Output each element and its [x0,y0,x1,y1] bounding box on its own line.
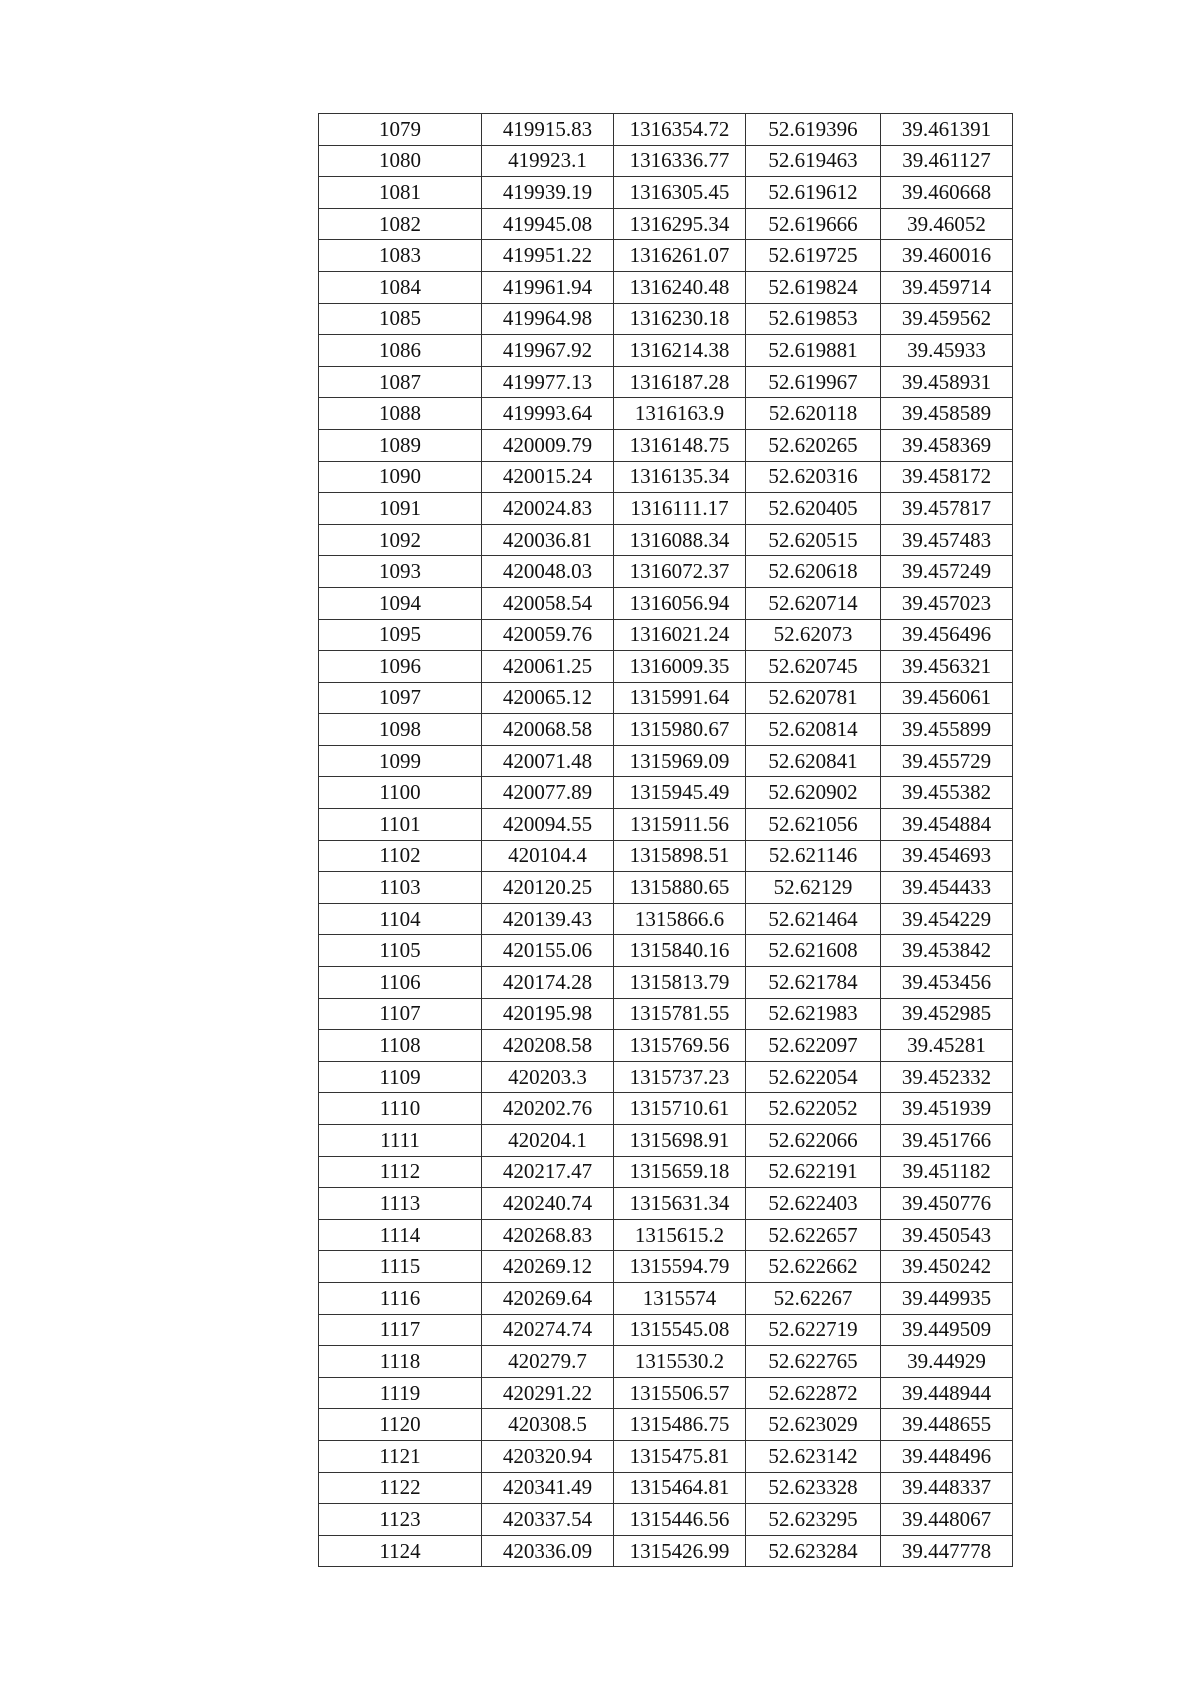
longitude-cell: 39.448496 [881,1440,1013,1472]
x-coordinate-cell: 420009.79 [482,429,614,461]
latitude-cell: 52.620814 [746,714,881,746]
latitude-cell: 52.619853 [746,303,881,335]
point-number-cell: 1081 [319,177,482,209]
y-coordinate-cell: 1316088.34 [614,524,746,556]
latitude-cell: 52.620118 [746,398,881,430]
point-number-cell: 1095 [319,619,482,651]
x-coordinate-cell: 420071.48 [482,745,614,777]
y-coordinate-cell: 1316240.48 [614,271,746,303]
longitude-cell: 39.457483 [881,524,1013,556]
x-coordinate-cell: 420048.03 [482,556,614,588]
longitude-cell: 39.455899 [881,714,1013,746]
longitude-cell: 39.460668 [881,177,1013,209]
table-row [319,1314,1013,1346]
y-coordinate-cell: 1315969.09 [614,745,746,777]
y-coordinate-cell: 1315426.99 [614,1535,746,1567]
x-coordinate-cell: 420065.12 [482,682,614,714]
longitude-cell: 39.451182 [881,1156,1013,1188]
longitude-cell: 39.456496 [881,619,1013,651]
longitude-cell: 39.452985 [881,998,1013,1030]
longitude-cell: 39.458369 [881,429,1013,461]
x-coordinate-cell: 420061.25 [482,651,614,683]
x-coordinate-cell: 420204.1 [482,1125,614,1157]
latitude-cell: 52.621983 [746,998,881,1030]
latitude-cell: 52.621784 [746,967,881,999]
x-coordinate-cell: 420015.24 [482,461,614,493]
x-coordinate-cell: 419967.92 [482,335,614,367]
x-coordinate-cell: 420024.83 [482,493,614,525]
latitude-cell: 52.62129 [746,872,881,904]
table-row [319,114,1013,146]
point-number-cell: 1083 [319,240,482,272]
y-coordinate-cell: 1315781.55 [614,998,746,1030]
latitude-cell: 52.620841 [746,745,881,777]
point-number-cell: 1085 [319,303,482,335]
longitude-cell: 39.45281 [881,1030,1013,1062]
latitude-cell: 52.622657 [746,1219,881,1251]
y-coordinate-cell: 1315486.75 [614,1409,746,1441]
latitude-cell: 52.620745 [746,651,881,683]
y-coordinate-cell: 1316009.35 [614,651,746,683]
table-row [319,903,1013,935]
longitude-cell: 39.458931 [881,366,1013,398]
y-coordinate-cell: 1315659.18 [614,1156,746,1188]
y-coordinate-cell: 1315506.57 [614,1377,746,1409]
y-coordinate-cell: 1315991.64 [614,682,746,714]
latitude-cell: 52.622191 [746,1156,881,1188]
point-number-cell: 1089 [319,429,482,461]
point-number-cell: 1110 [319,1093,482,1125]
latitude-cell: 52.623328 [746,1472,881,1504]
x-coordinate-cell: 420120.25 [482,872,614,904]
y-coordinate-cell: 1316072.37 [614,556,746,588]
x-coordinate-cell: 420208.58 [482,1030,614,1062]
coordinate-table-body [319,114,1013,1567]
table-row [319,524,1013,556]
table-row [319,840,1013,872]
y-coordinate-cell: 1316305.45 [614,177,746,209]
table-row [319,461,1013,493]
point-number-cell: 1097 [319,682,482,714]
longitude-cell: 39.458589 [881,398,1013,430]
point-number-cell: 1122 [319,1472,482,1504]
point-number-cell: 1080 [319,145,482,177]
table-row [319,587,1013,619]
longitude-cell: 39.453842 [881,935,1013,967]
x-coordinate-cell: 420320.94 [482,1440,614,1472]
table-row [319,1472,1013,1504]
longitude-cell: 39.461391 [881,114,1013,146]
longitude-cell: 39.459562 [881,303,1013,335]
latitude-cell: 52.62267 [746,1282,881,1314]
latitude-cell: 52.619725 [746,240,881,272]
table-row [319,777,1013,809]
y-coordinate-cell: 1315813.79 [614,967,746,999]
latitude-cell: 52.622765 [746,1346,881,1378]
latitude-cell: 52.622097 [746,1030,881,1062]
latitude-cell: 52.622403 [746,1188,881,1220]
point-number-cell: 1092 [319,524,482,556]
x-coordinate-cell: 419915.83 [482,114,614,146]
longitude-cell: 39.455382 [881,777,1013,809]
latitude-cell: 52.623284 [746,1535,881,1567]
longitude-cell: 39.46052 [881,208,1013,240]
latitude-cell: 52.620515 [746,524,881,556]
y-coordinate-cell: 1315530.2 [614,1346,746,1378]
x-coordinate-cell: 420077.89 [482,777,614,809]
y-coordinate-cell: 1316021.24 [614,619,746,651]
latitude-cell: 52.620405 [746,493,881,525]
table-row [319,714,1013,746]
table-row [319,145,1013,177]
point-number-cell: 1124 [319,1535,482,1567]
table-row [319,1219,1013,1251]
y-coordinate-cell: 1315840.16 [614,935,746,967]
table-row [319,1377,1013,1409]
x-coordinate-cell: 420059.76 [482,619,614,651]
table-row [319,303,1013,335]
table-row [319,935,1013,967]
table-row [319,1156,1013,1188]
x-coordinate-cell: 420291.22 [482,1377,614,1409]
table-row [319,1188,1013,1220]
table-row [319,682,1013,714]
y-coordinate-cell: 1316111.17 [614,493,746,525]
point-number-cell: 1123 [319,1504,482,1536]
latitude-cell: 52.621464 [746,903,881,935]
table-row [319,493,1013,525]
point-number-cell: 1106 [319,967,482,999]
latitude-cell: 52.619396 [746,114,881,146]
table-row [319,809,1013,841]
point-number-cell: 1109 [319,1061,482,1093]
point-number-cell: 1099 [319,745,482,777]
table-row [319,1030,1013,1062]
y-coordinate-cell: 1315769.56 [614,1030,746,1062]
longitude-cell: 39.453456 [881,967,1013,999]
y-coordinate-cell: 1315880.65 [614,872,746,904]
table-row [319,240,1013,272]
latitude-cell: 52.622662 [746,1251,881,1283]
table-row [319,1346,1013,1378]
latitude-cell: 52.622066 [746,1125,881,1157]
table-row [319,335,1013,367]
y-coordinate-cell: 1315594.79 [614,1251,746,1283]
latitude-cell: 52.620265 [746,429,881,461]
longitude-cell: 39.456321 [881,651,1013,683]
table-row [319,967,1013,999]
x-coordinate-cell: 420269.12 [482,1251,614,1283]
y-coordinate-cell: 1315698.91 [614,1125,746,1157]
point-number-cell: 1111 [319,1125,482,1157]
table-row [319,177,1013,209]
latitude-cell: 52.620316 [746,461,881,493]
table-row [319,1093,1013,1125]
longitude-cell: 39.459714 [881,271,1013,303]
latitude-cell: 52.623295 [746,1504,881,1536]
latitude-cell: 52.622052 [746,1093,881,1125]
table-row [319,1125,1013,1157]
point-number-cell: 1079 [319,114,482,146]
longitude-cell: 39.448655 [881,1409,1013,1441]
latitude-cell: 52.620714 [746,587,881,619]
x-coordinate-cell: 420203.3 [482,1061,614,1093]
x-coordinate-cell: 420058.54 [482,587,614,619]
y-coordinate-cell: 1315545.08 [614,1314,746,1346]
x-coordinate-cell: 420036.81 [482,524,614,556]
table-row [319,651,1013,683]
y-coordinate-cell: 1315945.49 [614,777,746,809]
y-coordinate-cell: 1315615.2 [614,1219,746,1251]
latitude-cell: 52.621146 [746,840,881,872]
point-number-cell: 1105 [319,935,482,967]
longitude-cell: 39.455729 [881,745,1013,777]
point-number-cell: 1094 [319,587,482,619]
longitude-cell: 39.447778 [881,1535,1013,1567]
x-coordinate-cell: 420308.5 [482,1409,614,1441]
longitude-cell: 39.450776 [881,1188,1013,1220]
longitude-cell: 39.452332 [881,1061,1013,1093]
point-number-cell: 1082 [319,208,482,240]
point-number-cell: 1102 [319,840,482,872]
point-number-cell: 1121 [319,1440,482,1472]
point-number-cell: 1088 [319,398,482,430]
longitude-cell: 39.457249 [881,556,1013,588]
x-coordinate-cell: 420139.43 [482,903,614,935]
longitude-cell: 39.449509 [881,1314,1013,1346]
y-coordinate-cell: 1316295.34 [614,208,746,240]
table-row [319,1440,1013,1472]
latitude-cell: 52.622054 [746,1061,881,1093]
x-coordinate-cell: 419945.08 [482,208,614,240]
point-number-cell: 1113 [319,1188,482,1220]
y-coordinate-cell: 1316056.94 [614,587,746,619]
table-row [319,1251,1013,1283]
longitude-cell: 39.454693 [881,840,1013,872]
x-coordinate-cell: 419977.13 [482,366,614,398]
y-coordinate-cell: 1315475.81 [614,1440,746,1472]
longitude-cell: 39.454229 [881,903,1013,935]
point-number-cell: 1100 [319,777,482,809]
point-number-cell: 1115 [319,1251,482,1283]
x-coordinate-cell: 419923.1 [482,145,614,177]
x-coordinate-cell: 420337.54 [482,1504,614,1536]
point-number-cell: 1103 [319,872,482,904]
point-number-cell: 1120 [319,1409,482,1441]
longitude-cell: 39.454433 [881,872,1013,904]
table-row [319,366,1013,398]
y-coordinate-cell: 1316163.9 [614,398,746,430]
x-coordinate-cell: 419964.98 [482,303,614,335]
longitude-cell: 39.450242 [881,1251,1013,1283]
longitude-cell: 39.44929 [881,1346,1013,1378]
latitude-cell: 52.620618 [746,556,881,588]
longitude-cell: 39.451766 [881,1125,1013,1157]
longitude-cell: 39.451939 [881,1093,1013,1125]
x-coordinate-cell: 420274.74 [482,1314,614,1346]
table-row [319,872,1013,904]
longitude-cell: 39.454884 [881,809,1013,841]
point-number-cell: 1118 [319,1346,482,1378]
point-number-cell: 1098 [319,714,482,746]
y-coordinate-cell: 1315980.67 [614,714,746,746]
table-row [319,745,1013,777]
y-coordinate-cell: 1316135.34 [614,461,746,493]
longitude-cell: 39.460016 [881,240,1013,272]
y-coordinate-cell: 1315710.61 [614,1093,746,1125]
table-row [319,1061,1013,1093]
x-coordinate-cell: 420336.09 [482,1535,614,1567]
longitude-cell: 39.457817 [881,493,1013,525]
y-coordinate-cell: 1315446.56 [614,1504,746,1536]
table-row [319,619,1013,651]
longitude-cell: 39.458172 [881,461,1013,493]
point-number-cell: 1114 [319,1219,482,1251]
y-coordinate-cell: 1316230.18 [614,303,746,335]
x-coordinate-cell: 420104.4 [482,840,614,872]
x-coordinate-cell: 419961.94 [482,271,614,303]
y-coordinate-cell: 1316148.75 [614,429,746,461]
y-coordinate-cell: 1316187.28 [614,366,746,398]
x-coordinate-cell: 420279.7 [482,1346,614,1378]
latitude-cell: 52.619881 [746,335,881,367]
table-row [319,998,1013,1030]
y-coordinate-cell: 1315464.81 [614,1472,746,1504]
latitude-cell: 52.619612 [746,177,881,209]
y-coordinate-cell: 1315574 [614,1282,746,1314]
x-coordinate-cell: 420268.83 [482,1219,614,1251]
latitude-cell: 52.62073 [746,619,881,651]
latitude-cell: 52.621608 [746,935,881,967]
point-number-cell: 1087 [319,366,482,398]
coordinate-table [318,113,1013,1567]
x-coordinate-cell: 419939.19 [482,177,614,209]
latitude-cell: 52.623029 [746,1409,881,1441]
point-number-cell: 1116 [319,1282,482,1314]
longitude-cell: 39.45933 [881,335,1013,367]
x-coordinate-cell: 420202.76 [482,1093,614,1125]
longitude-cell: 39.457023 [881,587,1013,619]
latitude-cell: 52.620902 [746,777,881,809]
x-coordinate-cell: 420217.47 [482,1156,614,1188]
point-number-cell: 1093 [319,556,482,588]
table-row [319,429,1013,461]
point-number-cell: 1086 [319,335,482,367]
x-coordinate-cell: 420094.55 [482,809,614,841]
x-coordinate-cell: 420341.49 [482,1472,614,1504]
x-coordinate-cell: 420195.98 [482,998,614,1030]
y-coordinate-cell: 1315631.34 [614,1188,746,1220]
point-number-cell: 1117 [319,1314,482,1346]
x-coordinate-cell: 420269.64 [482,1282,614,1314]
x-coordinate-cell: 420174.28 [482,967,614,999]
latitude-cell: 52.623142 [746,1440,881,1472]
table-row [319,1504,1013,1536]
table-row [319,1409,1013,1441]
point-number-cell: 1112 [319,1156,482,1188]
longitude-cell: 39.456061 [881,682,1013,714]
point-number-cell: 1096 [319,651,482,683]
table-row [319,556,1013,588]
point-number-cell: 1119 [319,1377,482,1409]
table-row [319,1535,1013,1567]
y-coordinate-cell: 1316354.72 [614,114,746,146]
y-coordinate-cell: 1315866.6 [614,903,746,935]
point-number-cell: 1108 [319,1030,482,1062]
x-coordinate-cell: 420155.06 [482,935,614,967]
point-number-cell: 1090 [319,461,482,493]
point-number-cell: 1101 [319,809,482,841]
point-number-cell: 1107 [319,998,482,1030]
y-coordinate-cell: 1315737.23 [614,1061,746,1093]
x-coordinate-cell: 420068.58 [482,714,614,746]
latitude-cell: 52.622719 [746,1314,881,1346]
latitude-cell: 52.620781 [746,682,881,714]
latitude-cell: 52.619666 [746,208,881,240]
y-coordinate-cell: 1316261.07 [614,240,746,272]
point-number-cell: 1104 [319,903,482,935]
latitude-cell: 52.621056 [746,809,881,841]
point-number-cell: 1084 [319,271,482,303]
longitude-cell: 39.461127 [881,145,1013,177]
longitude-cell: 39.450543 [881,1219,1013,1251]
table-row [319,271,1013,303]
y-coordinate-cell: 1315911.56 [614,809,746,841]
latitude-cell: 52.619967 [746,366,881,398]
point-number-cell: 1091 [319,493,482,525]
y-coordinate-cell: 1316214.38 [614,335,746,367]
x-coordinate-cell: 420240.74 [482,1188,614,1220]
latitude-cell: 52.619824 [746,271,881,303]
x-coordinate-cell: 419951.22 [482,240,614,272]
longitude-cell: 39.449935 [881,1282,1013,1314]
latitude-cell: 52.622872 [746,1377,881,1409]
y-coordinate-cell: 1316336.77 [614,145,746,177]
y-coordinate-cell: 1315898.51 [614,840,746,872]
table-row [319,398,1013,430]
table-row [319,1282,1013,1314]
longitude-cell: 39.448337 [881,1472,1013,1504]
longitude-cell: 39.448944 [881,1377,1013,1409]
longitude-cell: 39.448067 [881,1504,1013,1536]
x-coordinate-cell: 419993.64 [482,398,614,430]
latitude-cell: 52.619463 [746,145,881,177]
table-row [319,208,1013,240]
